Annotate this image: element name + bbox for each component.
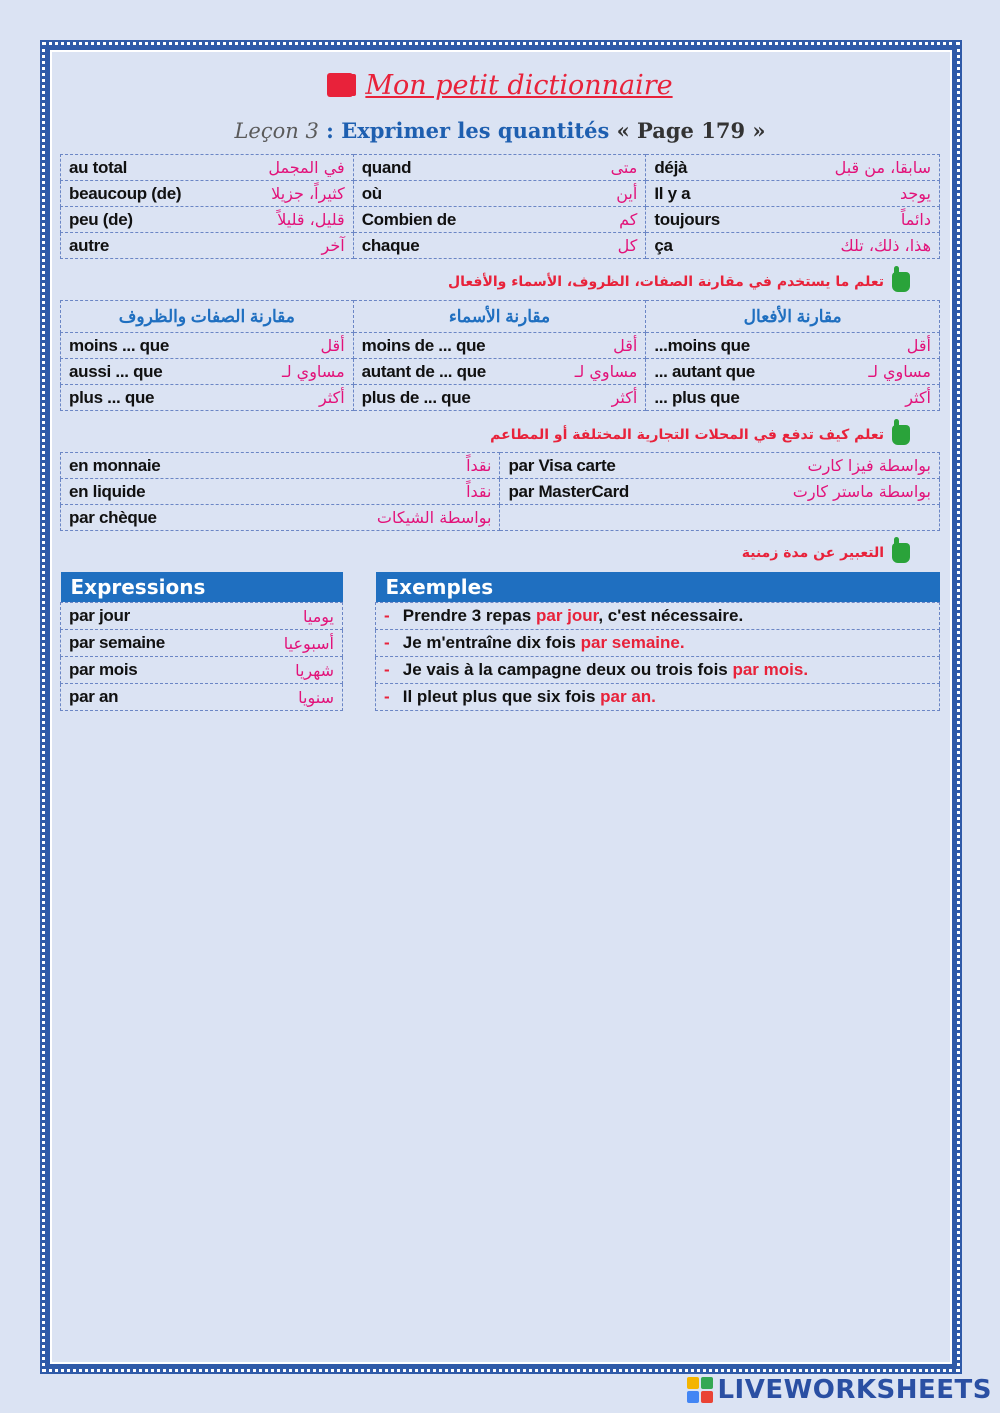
vocab-ar: كل (617, 236, 638, 255)
vocab-ar: كثيراً، جزيلا (271, 184, 345, 203)
vocab-ar: سابقا، من قبل (834, 158, 931, 177)
table-header-row (61, 301, 940, 333)
lesson-topic: : Exprimer les quantités (318, 118, 617, 143)
table-row (61, 333, 940, 359)
exemples-heading: Exemples (376, 572, 940, 602)
table-row (376, 603, 940, 630)
payment-fr: par Visa carte (508, 455, 616, 475)
comparison-fr: ... autant que (654, 361, 755, 381)
example-text: Je m'entraîne dix fois (402, 633, 581, 652)
table-row (61, 207, 940, 233)
table-row (61, 505, 940, 531)
exemples-table (375, 572, 940, 711)
payment-ar: نقداً (466, 482, 492, 501)
expression-fr: par semaine (69, 633, 165, 652)
example-text-end: , c'est nécessaire. (598, 606, 744, 625)
payment-fr: par MasterCard (508, 481, 629, 501)
vocab-ar: قليل، قليلاً (277, 210, 345, 229)
example-highlight: par an. (600, 687, 656, 706)
table-row (61, 359, 940, 385)
table-row (61, 479, 940, 505)
payment-fr: par chèque (69, 507, 157, 527)
comparison-ar: أقل (320, 336, 345, 355)
vocab-fr: beaucoup (de) (69, 183, 182, 203)
vocab-ar: كم (619, 210, 638, 229)
vocab-ar: هذا، ذلك، تلك (840, 236, 931, 255)
bullet-dash: - (384, 660, 390, 679)
payment-fr: en liquide (69, 481, 146, 501)
payment-fr: en monnaie (69, 455, 161, 475)
expression-fr: par mois (69, 660, 138, 679)
vocab-table (60, 154, 940, 259)
vocab-fr: au total (69, 157, 128, 177)
table-row (376, 630, 940, 657)
table-row (61, 385, 940, 411)
expressions-table (60, 572, 343, 711)
example-highlight: par jour (535, 606, 599, 625)
page-reference: « Page 179 » (616, 118, 766, 143)
vocab-fr: toujours (654, 209, 720, 229)
vocab-fr: Il y a (654, 183, 691, 203)
title-text: Mon petit dictionnaire (365, 70, 673, 101)
comparison-ar: أقل (613, 336, 638, 355)
comparison-fr: moins de ... que (361, 335, 486, 355)
comparison-fr: moins ... que (69, 335, 170, 355)
example-text: Prendre 3 repas (402, 606, 536, 625)
comparison-ar: أقل (906, 336, 931, 355)
expression-fr: par an (69, 687, 119, 706)
example-highlight: par semaine. (580, 633, 685, 652)
comparison-ar: مساوي لـ (574, 362, 638, 381)
lesson-subtitle (0, 118, 1000, 143)
expression-ar: أسبوعيا (283, 633, 334, 653)
vocab-ar: يوجد (899, 184, 931, 203)
comparison-fr: plus de ... que (361, 387, 471, 407)
vocab-fr: Combien de (361, 209, 456, 229)
lesson-number: Leçon 3 (234, 119, 319, 143)
payment-ar: بواسطة فيزا كارت (807, 456, 931, 475)
comparison-note (448, 272, 910, 292)
logo-text: LIVEWORKSHEETS (717, 1375, 992, 1405)
expression-fr: par jour (69, 606, 130, 625)
expression-ar: يوميا (303, 606, 334, 626)
comparison-fr: ... plus que (654, 387, 740, 407)
vocab-ar: في المجمل (268, 158, 345, 177)
comparison-ar: مساوي لـ (868, 362, 931, 381)
expressions-heading: Expressions (61, 572, 343, 602)
pointing-hand-icon (892, 543, 910, 563)
comparison-ar: مساوي لـ (282, 362, 345, 381)
bullet-dash: - (384, 687, 390, 706)
table-row (61, 155, 940, 181)
comparison-ar: أكثر (611, 388, 638, 407)
header-nouns: مقارنة الأسماء (353, 301, 646, 333)
page-title (0, 70, 1000, 101)
duration-note (742, 543, 910, 563)
liveworksheets-logo[interactable] (687, 1375, 992, 1405)
table-row (376, 684, 940, 711)
example-text: Je vais à la campagne deux ou trois fois (402, 660, 733, 679)
table-row (61, 657, 343, 684)
table-row (61, 684, 343, 711)
comparison-fr: ...moins que (654, 335, 750, 355)
table-row (376, 657, 940, 684)
payment-table (60, 452, 940, 531)
note-text: تعلم ما يستخدم في مقارنة الصفات، الظروف، الأسماء والأفعال (447, 274, 884, 290)
vocab-fr: où (361, 183, 382, 203)
vocab-ar: دائماً (900, 210, 931, 229)
example-text: Il pleut plus que six fois (402, 687, 601, 706)
vocab-ar: أين (616, 184, 638, 203)
table-row (61, 453, 940, 479)
vocab-fr: autre (69, 235, 110, 255)
expression-ar: شهريا (295, 660, 334, 680)
note-text: تعلم كيف تدفع في المحلات التجارية المختلفة أو المطاعم (490, 427, 884, 443)
bullet-dash: - (384, 633, 390, 652)
payment-note (490, 425, 910, 445)
payment-ar: بواسطة الشيكات (376, 508, 492, 527)
comparison-fr: plus ... que (69, 387, 155, 407)
book-icon (327, 73, 353, 97)
comparison-ar: أكثر (905, 388, 931, 407)
table-row (61, 603, 343, 630)
comparison-fr: aussi ... que (69, 361, 163, 381)
pointing-hand-icon (892, 425, 910, 445)
vocab-ar: آخر (321, 236, 345, 255)
vocab-fr: ça (654, 235, 673, 255)
table-row (61, 181, 940, 207)
table-row (61, 233, 940, 259)
payment-ar: بواسطة ماستر كارت (792, 482, 931, 501)
vocab-fr: déjà (654, 157, 688, 177)
table-row (61, 630, 343, 657)
vocab-ar: متى (610, 158, 638, 177)
vocab-fr: quand (361, 157, 412, 177)
vocab-fr: peu (de) (69, 209, 133, 229)
example-highlight: par mois. (732, 660, 809, 679)
note-text: التعبير عن مدة زمنية (741, 545, 884, 561)
comparison-ar: أكثر (318, 388, 345, 407)
expression-ar: سنويا (298, 687, 334, 707)
header-adjectives: مقارنة الصفات والظروف (61, 301, 354, 333)
vocab-fr: chaque (361, 235, 420, 255)
logo-icon (687, 1377, 713, 1403)
comparison-fr: autant de ... que (361, 361, 486, 381)
comparison-table (60, 300, 940, 411)
pointing-hand-icon (892, 272, 910, 292)
header-verbs: مقارنة الأفعال (646, 301, 940, 333)
bullet-dash: - (384, 606, 390, 625)
payment-ar: نقداً (466, 456, 492, 475)
